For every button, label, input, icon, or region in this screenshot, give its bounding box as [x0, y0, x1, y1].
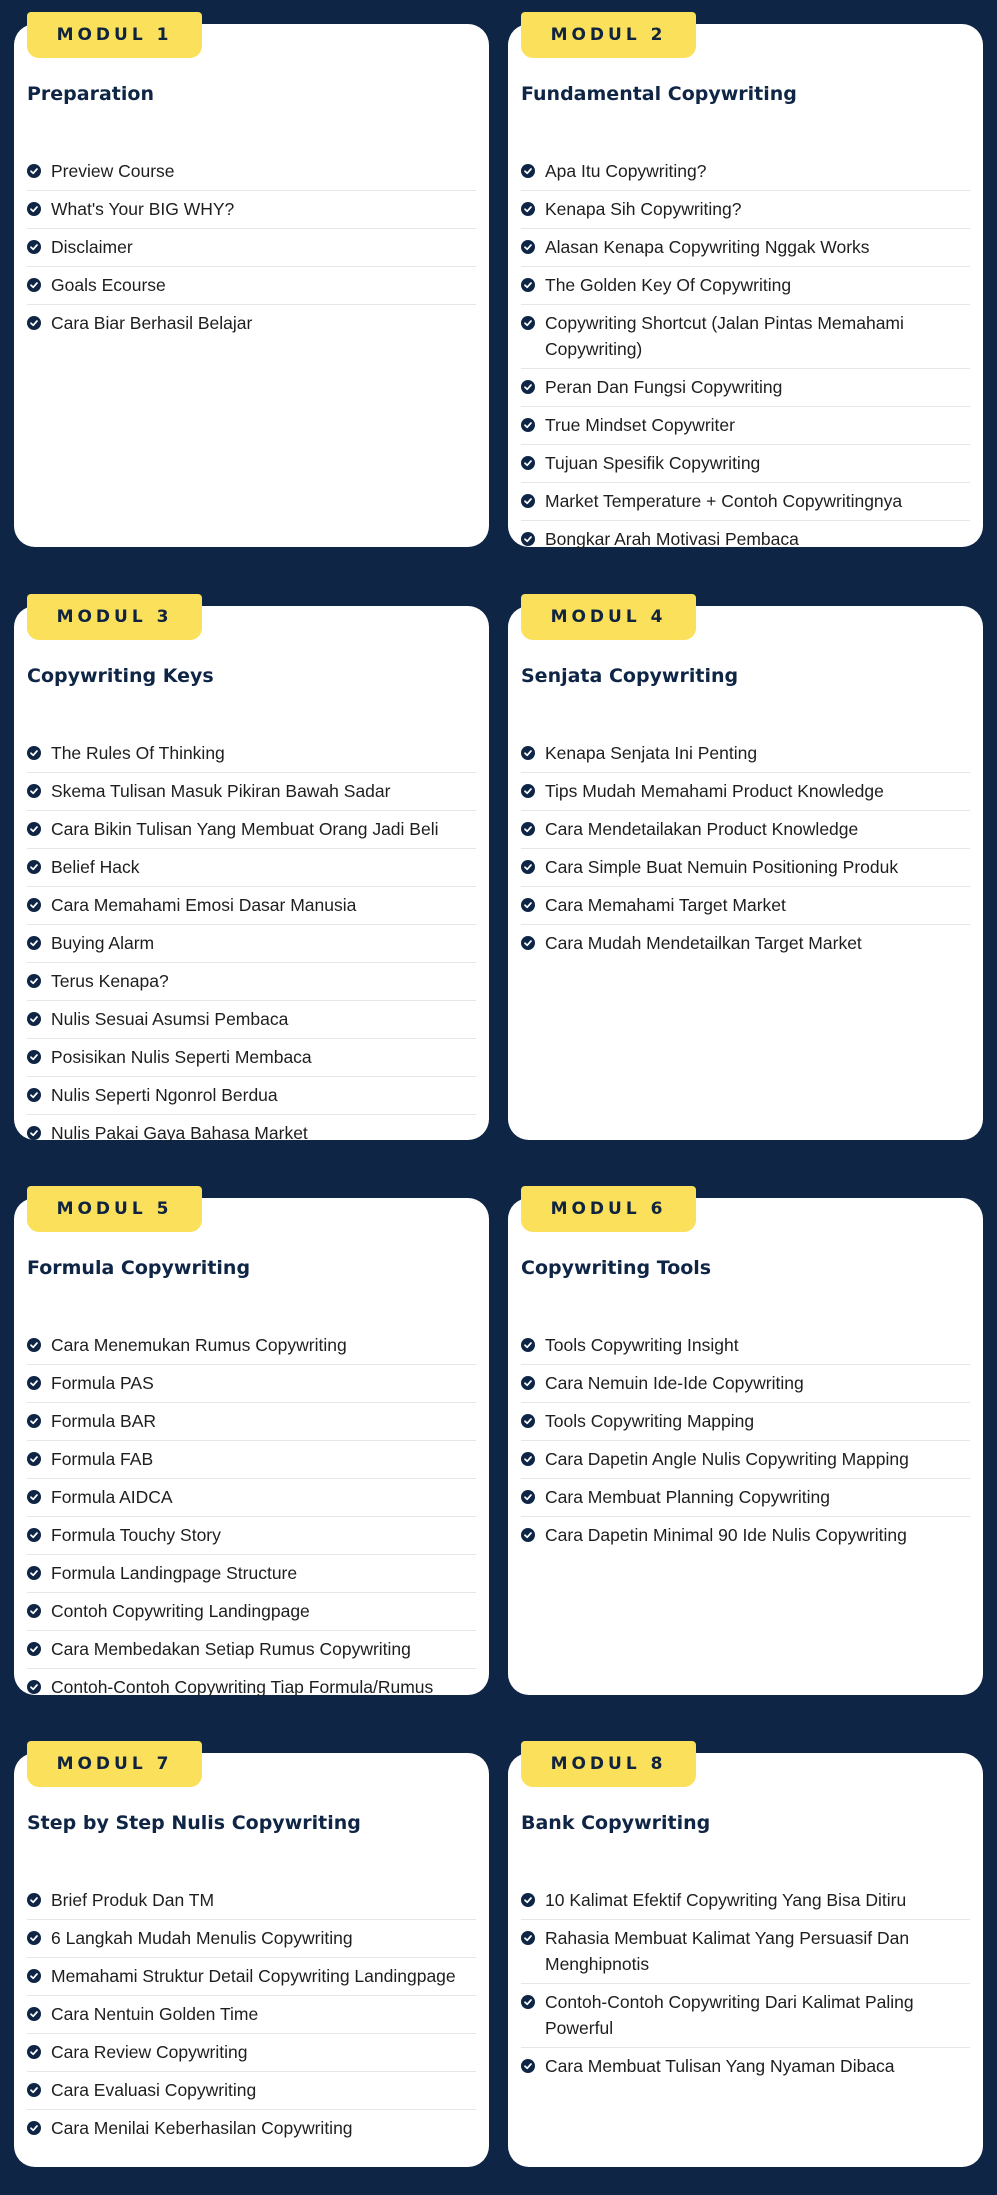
module-card-3 [14, 606, 489, 1143]
lesson-label: Belief Hack [51, 857, 140, 877]
check-circle-icon [27, 898, 41, 912]
lesson-item [521, 849, 970, 887]
lesson-label: Contoh Copywriting Landingpage [51, 1601, 310, 1621]
lesson-label: Skema Tulisan Masuk Pikiran Bawah Sadar [51, 781, 391, 801]
module-card-2 [508, 24, 983, 547]
lesson-label: Tips Mudah Memahami Product Knowledge [545, 781, 884, 801]
lesson-item [27, 849, 476, 887]
lesson-list [27, 1327, 476, 1706]
check-circle-icon [521, 936, 535, 950]
lesson-item [521, 267, 970, 305]
check-circle-icon [521, 746, 535, 760]
lesson-item [27, 1669, 476, 1706]
lesson-item [521, 773, 970, 811]
check-circle-icon [27, 1414, 41, 1428]
check-circle-icon [27, 1376, 41, 1390]
lesson-item [27, 1365, 476, 1403]
check-circle-icon [521, 898, 535, 912]
lesson-list [521, 153, 970, 558]
lesson-item [521, 1327, 970, 1365]
lesson-label: Cara Dapetin Angle Nulis Copywriting Mapping [545, 1449, 909, 1469]
module-card-7 [14, 1753, 489, 2167]
lesson-label: Cara Mendetailakan Product Knowledge [545, 819, 859, 839]
lesson-item [27, 153, 476, 191]
lesson-label: Kenapa Sih Copywriting? [545, 199, 742, 219]
lesson-label: Copywriting Shortcut (Jalan Pintas Memahami Copywriting) [545, 313, 904, 359]
lesson-item [27, 2072, 476, 2110]
lesson-label: Kenapa Senjata Ini Penting [545, 743, 758, 763]
lesson-label: Formula Touchy Story [51, 1525, 221, 1545]
lesson-item [521, 407, 970, 445]
lesson-label: Cara Menemukan Rumus Copywriting [51, 1335, 347, 1355]
lesson-label: Rahasia Membuat Kalimat Yang Persuasif Dan Menghipnotis [545, 1928, 910, 1974]
lesson-item [27, 1958, 476, 1996]
lesson-list [521, 1882, 970, 2085]
lesson-label: Formula PAS [51, 1373, 154, 1393]
lesson-label: Cara Dapetin Minimal 90 Ide Nulis Copywriting [545, 1525, 907, 1545]
lesson-label: What's Your BIG WHY? [51, 199, 235, 219]
module-title: Fundamental Copywriting [521, 83, 797, 105]
check-circle-icon [27, 1931, 41, 1945]
lesson-label: True Mindset Copywriter [545, 415, 735, 435]
lesson-label: The Rules Of Thinking [51, 743, 225, 763]
check-circle-icon [521, 164, 535, 178]
check-circle-icon [27, 278, 41, 292]
lesson-item [521, 1984, 970, 2048]
lesson-label: Formula AIDCA [51, 1487, 173, 1507]
check-circle-icon [27, 974, 41, 988]
lesson-list [521, 735, 970, 962]
lesson-item [27, 1631, 476, 1669]
module-badge: MODUL 6 [521, 1186, 696, 1232]
module-badge: MODUL 3 [27, 594, 202, 640]
lesson-item [27, 1593, 476, 1631]
check-circle-icon [27, 2045, 41, 2059]
lesson-item [27, 1882, 476, 1920]
check-circle-icon [521, 1528, 535, 1542]
check-circle-icon [521, 532, 535, 546]
lesson-label: Disclaimer [51, 237, 133, 257]
lesson-item [27, 267, 476, 305]
lesson-label: Tujuan Spesifik Copywriting [545, 453, 761, 473]
check-circle-icon [521, 278, 535, 292]
check-circle-icon [521, 1376, 535, 1390]
lesson-label: Formula BAR [51, 1411, 157, 1431]
lesson-label: Cara Memahami Emosi Dasar Manusia [51, 895, 357, 915]
check-circle-icon [27, 1680, 41, 1694]
check-circle-icon [27, 1490, 41, 1504]
lesson-item [521, 811, 970, 849]
check-circle-icon [27, 1126, 41, 1140]
check-circle-icon [27, 1604, 41, 1618]
check-circle-icon [27, 1528, 41, 1542]
lesson-item [27, 1001, 476, 1039]
check-circle-icon [27, 1050, 41, 1064]
check-circle-icon [521, 456, 535, 470]
check-circle-icon [27, 936, 41, 950]
lesson-item [521, 1403, 970, 1441]
lesson-item [521, 925, 970, 962]
check-circle-icon [521, 494, 535, 508]
lesson-item [521, 305, 970, 369]
lesson-label: Cara Biar Berhasil Belajar [51, 313, 253, 333]
lesson-label: Tools Copywriting Insight [545, 1335, 739, 1355]
lesson-item [27, 1920, 476, 1958]
lesson-item [521, 369, 970, 407]
lesson-label: Posisikan Nulis Seperti Membaca [51, 1047, 312, 1067]
check-circle-icon [521, 418, 535, 432]
lesson-label: Buying Alarm [51, 933, 155, 953]
check-circle-icon [521, 1490, 535, 1504]
check-circle-icon [27, 822, 41, 836]
module-badge: MODUL 4 [521, 594, 696, 640]
lesson-label: Cara Review Copywriting [51, 2042, 248, 2062]
lesson-label: Formula Landingpage Structure [51, 1563, 298, 1583]
check-circle-icon [521, 316, 535, 330]
check-circle-icon [521, 1931, 535, 1945]
lesson-item [521, 1365, 970, 1403]
lesson-label: Cara Evaluasi Copywriting [51, 2080, 257, 2100]
lesson-item [27, 1039, 476, 1077]
lesson-label: Formula FAB [51, 1449, 154, 1469]
lesson-label: The Golden Key Of Copywriting [545, 275, 792, 295]
lesson-item [27, 2110, 476, 2147]
check-circle-icon [27, 2121, 41, 2135]
module-title: Bank Copywriting [521, 1812, 711, 1834]
module-badge: MODUL 7 [27, 1741, 202, 1787]
lesson-item [27, 1115, 476, 1152]
check-circle-icon [27, 1452, 41, 1466]
module-title: Preparation [27, 83, 154, 105]
lesson-label: Cara Nemuin Ide-Ide Copywriting [545, 1373, 804, 1393]
lesson-item [27, 191, 476, 229]
module-card-5 [14, 1198, 489, 1695]
check-circle-icon [27, 1893, 41, 1907]
lesson-item [27, 1996, 476, 2034]
check-circle-icon [521, 860, 535, 874]
check-circle-icon [521, 1893, 535, 1907]
check-circle-icon [27, 240, 41, 254]
lesson-label: Peran Dan Fungsi Copywriting [545, 377, 783, 397]
lesson-item [521, 445, 970, 483]
lesson-label: Bongkar Arah Motivasi Pembaca [545, 529, 799, 549]
lesson-item [521, 1441, 970, 1479]
lesson-item [521, 521, 970, 558]
check-circle-icon [27, 1642, 41, 1656]
check-circle-icon [27, 1566, 41, 1580]
check-circle-icon [521, 1414, 535, 1428]
lesson-item [521, 1920, 970, 1984]
lesson-item [27, 1403, 476, 1441]
lesson-label: Alasan Kenapa Copywriting Nggak Works [545, 237, 870, 257]
lesson-item [27, 773, 476, 811]
module-title: Senjata Copywriting [521, 665, 739, 687]
check-circle-icon [27, 1012, 41, 1026]
lesson-label: Market Temperature + Contoh Copywritingnya [545, 491, 903, 511]
module-badge: MODUL 2 [521, 12, 696, 58]
lesson-item [521, 1517, 970, 1554]
check-circle-icon [521, 1995, 535, 2009]
lesson-item [27, 1517, 476, 1555]
check-circle-icon [27, 202, 41, 216]
lesson-label: Contoh-Contoh Copywriting Tiap Formula/Rumus [51, 1677, 434, 1697]
lesson-item [27, 735, 476, 773]
lesson-label: Cara Menilai Keberhasilan Copywriting [51, 2118, 353, 2138]
lesson-item [521, 229, 970, 267]
check-circle-icon [521, 380, 535, 394]
lesson-list [27, 735, 476, 1152]
lesson-item [27, 1479, 476, 1517]
lesson-label: Cara Memahami Target Market [545, 895, 786, 915]
check-circle-icon [27, 2007, 41, 2021]
lesson-label: Cara Nentuin Golden Time [51, 2004, 259, 2024]
lesson-label: Cara Simple Buat Nemuin Positioning Produk [545, 857, 899, 877]
lesson-label: Terus Kenapa? [51, 971, 169, 991]
lesson-label: 6 Langkah Mudah Menulis Copywriting [51, 1928, 353, 1948]
check-circle-icon [27, 784, 41, 798]
lesson-item [27, 963, 476, 1001]
check-circle-icon [27, 1338, 41, 1352]
lesson-item [521, 191, 970, 229]
module-card-1 [14, 24, 489, 547]
check-circle-icon [521, 822, 535, 836]
lesson-label: Cara Membedakan Setiap Rumus Copywriting [51, 1639, 411, 1659]
lesson-label: Cara Bikin Tulisan Yang Membuat Orang Jadi Beli [51, 819, 439, 839]
check-circle-icon [521, 1452, 535, 1466]
lesson-label: Cara Membuat Planning Copywriting [545, 1487, 830, 1507]
lesson-item [521, 887, 970, 925]
check-circle-icon [27, 746, 41, 760]
lesson-label: 10 Kalimat Efektif Copywriting Yang Bisa Ditiru [545, 1890, 907, 1910]
lesson-item [27, 811, 476, 849]
module-card-8 [508, 1753, 983, 2167]
lesson-label: Contoh-Contoh Copywriting Dari Kalimat Paling Powerful [545, 1992, 914, 2038]
lesson-item [27, 2034, 476, 2072]
module-card-4 [508, 606, 983, 1140]
lesson-list [27, 153, 476, 342]
lesson-label: Goals Ecourse [51, 275, 166, 295]
module-card-6 [508, 1198, 983, 1695]
module-title: Formula Copywriting [27, 1257, 251, 1279]
module-title: Step by Step Nulis Copywriting [27, 1812, 361, 1834]
check-circle-icon [521, 2059, 535, 2073]
lesson-item [521, 2048, 970, 2085]
check-circle-icon [27, 860, 41, 874]
check-circle-icon [27, 316, 41, 330]
lesson-label: Cara Mudah Mendetailkan Target Market [545, 933, 862, 953]
lesson-label: Nulis Seperti Ngonrol Berdua [51, 1085, 278, 1105]
lesson-label: Tools Copywriting Mapping [545, 1411, 755, 1431]
lesson-label: Nulis Pakai Gaya Bahasa Market [51, 1123, 308, 1143]
lesson-item [521, 153, 970, 191]
module-badge: MODUL 5 [27, 1186, 202, 1232]
check-circle-icon [27, 2083, 41, 2097]
lesson-item [27, 1077, 476, 1115]
lesson-label: Nulis Sesuai Asumsi Pembaca [51, 1009, 289, 1029]
lesson-label: Apa Itu Copywriting? [545, 161, 707, 181]
lesson-item [27, 1555, 476, 1593]
lesson-item [27, 925, 476, 963]
lesson-label: Cara Membuat Tulisan Yang Nyaman Dibaca [545, 2056, 895, 2076]
lesson-item [27, 887, 476, 925]
lesson-list [521, 1327, 970, 1554]
check-circle-icon [27, 1088, 41, 1102]
lesson-item [27, 305, 476, 342]
check-circle-icon [521, 240, 535, 254]
lesson-item [27, 1327, 476, 1365]
check-circle-icon [521, 1338, 535, 1352]
module-badge: MODUL 8 [521, 1741, 696, 1787]
check-circle-icon [27, 164, 41, 178]
lesson-item [521, 483, 970, 521]
check-circle-icon [521, 784, 535, 798]
lesson-item [521, 1479, 970, 1517]
lesson-item [521, 1882, 970, 1920]
lesson-label: Memahami Struktur Detail Copywriting Landingpage [51, 1966, 456, 1986]
check-circle-icon [27, 1969, 41, 1983]
lesson-item [521, 735, 970, 773]
module-title: Copywriting Tools [521, 1257, 712, 1279]
lesson-label: Preview Course [51, 161, 175, 181]
lesson-list [27, 1882, 476, 2147]
lesson-label: Brief Produk Dan TM [51, 1890, 215, 1910]
lesson-item [27, 1441, 476, 1479]
check-circle-icon [521, 202, 535, 216]
module-badge: MODUL 1 [27, 12, 202, 58]
lesson-item [27, 229, 476, 267]
module-title: Copywriting Keys [27, 665, 214, 687]
